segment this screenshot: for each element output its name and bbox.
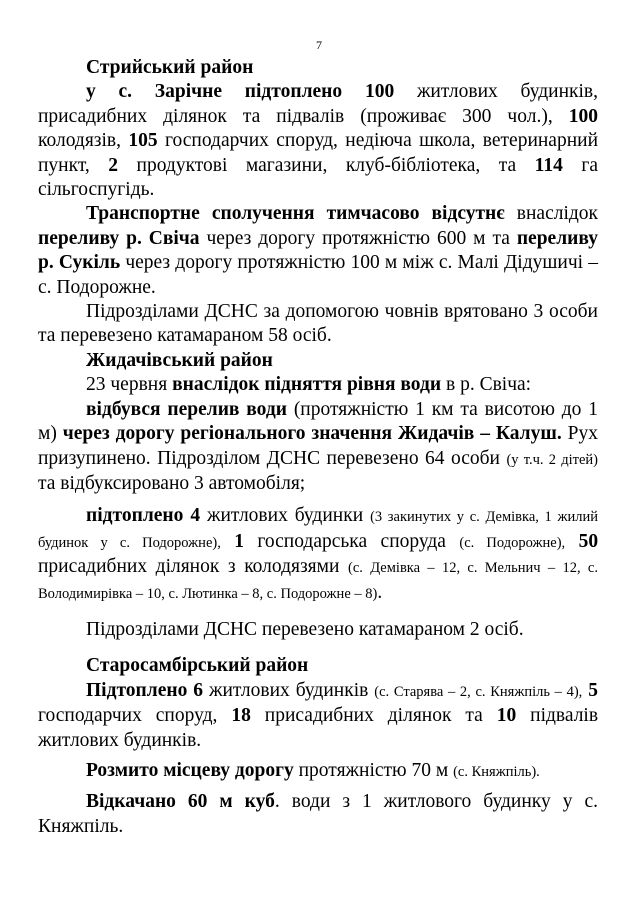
document-body: [38, 56, 598, 839]
section-heading-stryi: Стрийський район: [86, 57, 254, 78]
stryi-paragraph-transport: Транспортне сполучення тимчасово відсутнє внаслідок переливу р. Свіча через дорогу протяжністю 600 м та переливу р. Сукіль через дорогу протяжністю 100 м між с. Малі Дідушичі – с. Подорожне.: [38, 203, 599, 298]
page-number: 7: [316, 38, 322, 52]
zhydachiv-paragraph-overflow: відбувся перелив води (протяжністю 1 км та висотою до 1 м) через дорогу регіонального значення Жидачів – Калуш. Рух призупинено. Підрозділом ДСНС перевезено 64 особи (у т.ч. 2 дітей) та відбуксировано 3 автомобіля;: [38, 398, 599, 494]
zhydachiv-paragraph-flooding: підтоплено 4 житлових будинки (3 закинутих у с. Демівка, 1 жилий будинок у с. Подорожне), 1 господарська споруда (с. Подорожне), 50 присадибних ділянок з колодязями (с. Демівка – 12, с. Мельнич – 12, с. Володимирівка – 10, с. Лютинка – 8, с. Подорожне – 8).: [38, 505, 599, 603]
starosambir-paragraph-pumping: Відкачано 60 м куб. води з 1 житлового будинку у с. Княжпіль.: [38, 791, 598, 837]
zhydachiv-paragraph-date: 23 червня внаслідок підняття рівня води в р. Свіча:: [86, 374, 532, 396]
zhydachiv-paragraph-rescue: Підрозділами ДСНС перевезено катамараном 2 осіб.: [86, 618, 524, 640]
section-heading-starosambir: Старосамбірський район: [86, 655, 309, 677]
section-heading-zhydachiv: Жидачівський район: [86, 349, 273, 371]
stryi-paragraph-flooding: у с. Зарічне підтоплено 100 житлових будинків, присадибних ділянок та підвалів (проживає 300 чол.), 100 колодязів, 105 господарчих споруд, недіюча школа, ветеринарний пункт, 2 продуктові магазини, клуб-бібліотека, та 114 га сільгоспугідь.: [38, 81, 599, 201]
starosambir-paragraph-flooding: Підтоплено 6 житлових будинків (с. Старява – 2, с. Княжпіль – 4), 5 господарчих споруд, 18 присадибних ділянок та 10 підвалів житлових будинків.: [38, 679, 599, 751]
starosambir-paragraph-road: Розмито місцеву дорогу протяжністю 70 м (с. Княжпіль).: [86, 759, 540, 781]
stryi-paragraph-rescue: Підрозділами ДСНС за допомогою човнів врятовано 3 особи та перевезено катамараном 58 осіб.: [38, 301, 598, 347]
